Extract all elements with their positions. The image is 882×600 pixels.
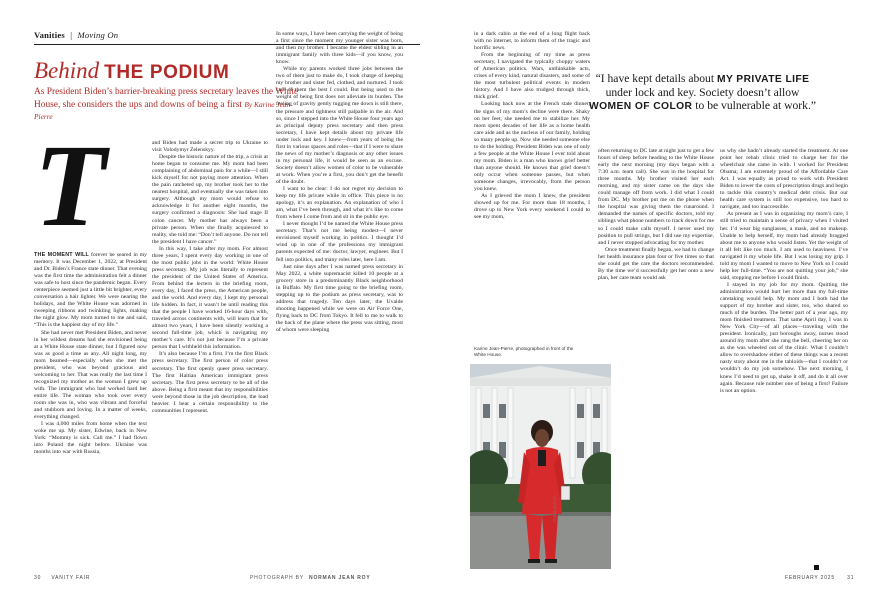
body-column-5 — [598, 148, 714, 358]
headline-part2: THE PODIUM — [104, 62, 230, 83]
section-header — [34, 30, 118, 40]
col4-p3: Looking back now at the French state dinner, the signs of my mom’s decline were there. Shaky on her feet, she needed me to stabilize her. My mom spent decades of her life as a home health care aide and as the nucleus of our family, holding so many people up. Now she needed someone else to do the holding. President Biden was one of only a few people at the White House I ever told about my mom. Biden is a man who knows grief better than anyone should. He knows that grief doesn’t only occur when someone passes, but when someone changes, irrevocably, from the person you knew. — [474, 101, 590, 193]
drop-cap: T — [34, 120, 107, 251]
footer-left — [34, 575, 90, 581]
photo-caption: Karine Jean-Pierre, photographed in front of the White House. — [474, 346, 574, 357]
body-column-6 — [720, 148, 848, 570]
section-separator: | — [70, 30, 73, 40]
byline: By Karine Jean-Pierre — [34, 99, 293, 122]
col4-p4: As I grieved the mom I knew, the president showed up for me. For more than 18 months, I drove up to New York every weekend I could to see my mom, — [474, 193, 590, 221]
section-department: Moving On — [77, 30, 119, 40]
pullquote-emphasis-2: WOMEN OF COLOR — [588, 101, 693, 113]
footer-right — [785, 575, 854, 581]
page-number-left: 30 — [34, 575, 42, 581]
col3-p4: I never thought I’d be named the White House press secretary. That’s not me being modest—I never envisioned myself working in politics. I thought I’d wind up in one of the professions my immigrant parents expected of me: doctor, lawyer, engineer. But I fell into politics, and many roles later, here I am. — [276, 221, 403, 263]
credit-name: NORMAN JEAN ROY — [309, 575, 371, 581]
body-column-4 — [474, 31, 590, 341]
deck — [34, 87, 304, 124]
col2-p4: It’s also because I’m a first. I’m the first Black press secretary. The first person of color press secretary. The first openly queer press secretary. The first Haitian American immigrant press secretary. The first press secretary to be all of the above. Being a first meant that my responsibilities were beyond those in the job description, the load heavier. I bear a certain responsibility to the communities I represent. — [152, 351, 268, 414]
photo-white-house — [470, 364, 611, 569]
col6-p1: us why she hadn’t already started the treatment. At one point her rehab clinic tried to charge her for the wheelchair she came in with. I worked for President Obama; I am extremely proud of the Affordable Care Act. I was equally as proud to work with President Biden to lower the costs of prescription drugs and begin to tackle this country’s medical debt crisis. But our health care system is still too expensive, too hard to navigate, and too inaccessible. — [720, 148, 848, 211]
col2-p3: In this way, I take after my mom. For almost three years, I spent every day working in one of the most public jobs in the world: White House press secretary. My job was literally to represent the president of the United States of America. From behind the lectern in the briefing room, every day, I faced the press, the American people, and the world. And every day, I kept my personal life hidden. In fact, it wasn’t be until reading this that the people I have worked 16-hour days with, traveled across continents with, will learn that for almost two years, I have been silently working a second full-time job, which is navigating my mother’s care. It’s not just because I’m a private person that I withheld this information. — [152, 245, 268, 351]
end-mark — [814, 565, 819, 570]
footer-credit — [250, 575, 371, 581]
col1-p2: She had never met President Biden, and never in her wildest dreams had she envisioned being at a White House state dinner, but I figured now was as good a time as any. All night long, my mom beamed—especially when she met the president, who was beyond gracious and welcoming to her. That was really the last time I recognized my mother as the woman I grew up with. The immigrant who had worked hard her entire life. The woman who took over every room she was in, who was vibrant and forceful and stubborn and loving. In a matter of weeks, everything changed. — [34, 329, 147, 421]
col6-p3: I stayed in my job for my mom. Quitting the administration would hurt her more than my full-time caretaking would help. My mom and I both had the support of my brother and sister, too, who shared so much of the burden. The better part of a year ago, my mom finished treatment. That same April day, I was in New York City—of all places—traveling with the president. Ironically, just boroughs away, nurses stood around my mom after she rang the bell, cheering her on as she was wheeled out of the clinic. What I couldn’t allow to overshadow either of these things was a recent nasty story about me in the tabloids—that I couldn’t or wouldn’t do my job somehow. The next morning, I knew I’d need to get up, shake it off, and do it all over again. Because rule number one of being a first? Failure is not an option. — [720, 281, 848, 394]
pullquote-open: “I have kept details about — [595, 72, 715, 85]
body-column-2 — [152, 140, 268, 570]
col3-p1: In some ways, I have been carrying the weight of being a first since the moment my younger sister was born, and then my brother. I became the eldest sibling in an immigrant family with three kids—if you know, you know. — [276, 31, 403, 66]
photo-illustration — [470, 364, 611, 569]
side-credit: TOWEL AND DO — [553, 495, 557, 522]
headline — [34, 58, 229, 84]
col1-p3: I was 4,000 miles from home when the text woke me up. My sister, Edwine, back in New York: “Mommy is sick. Call me.” I had flown into Poland the night before. Ukraine was months into war with Russia, — [34, 421, 147, 456]
col3-p3: I want to be clear: I do not regret my decision to keep my life private while in office. This piece is no apology, it’s an explanation. An explanation of who I am, what I’ve been through, and what it’s like to come from where I come from and sit in the public eye. — [276, 186, 403, 221]
magazine-name: VANITY FAIR — [51, 575, 91, 581]
col3-p5: Just nine days after I was named press secretary in May 2022, a white supremacist killed 10 people at a grocery store in a predominantly Black neighborhood in Buffalo. My first time going to the briefing room, stepping up to the podium as press secretary, was to address that tragedy. Ten days later, the Uvalde shooting happened while we were on Air Force One, flying back to DC from Tokyo. It fell to me to walk to the back of the plane where the press was sitting, most of whom were sleeping — [276, 263, 403, 333]
col4-p1: in a dark cabin at the end of a long flight back with no internet, to inform them of the tragic and horrific news. — [474, 31, 590, 52]
body-column-1 — [34, 252, 147, 570]
col1-p1: forever be seared in my memory. It was December 1, 2022, at President and Dr. Biden’s France state dinner. That evening was the first time the administration felt a dinner was safe to host since the pandemic began. Every centerpiece seemed just a little bit brighter, every conversation a hair lighter. We were nearing the holidays, and the White House was adorned in sweeping ribbons and twinkling lights, making the night glow. My mom turned to me and said, “This is the happiest day of my life.” — [34, 252, 147, 329]
body-column-3 — [276, 31, 403, 570]
col2-p1: and Biden had made a secret trip to Ukraine to visit Volodymyr Zelenskyy. — [152, 140, 268, 154]
lead-in: THE MOMENT WILL — [34, 252, 90, 258]
pullquote-mid: under lock and key. Society doesn’t allow — [605, 86, 800, 100]
col2-p2: Despite the historic nature of the trip, a crisis at home began to consume me. My mom had been complaining of abdominal pain for a while—I still kick myself for not paying more attention. When the pain ratcheted up, my brother took her to the nearest hospital, and eventually she was taken into surgery. Although my mom would refuse to acknowledge it for another eight months, the surgery confirmed a diagnosis: She had stage II colon cancer. My mother has always been a private person. When she finally acquiesced to reality, she told me: “Don’t tell anyone. Do not tell the president I have cancer.” — [152, 154, 268, 245]
col4-p2: From the beginning of my time as press secretary, I navigated the typically choppy waters of American politics. Wars, unthinkable acts, crises of every kind, natural disasters, and some of the most turbulent political events in modern history. And I have also trudged through thick, thick grief. — [474, 52, 590, 101]
pullquote-close: to be vulnerable at work.” — [692, 99, 817, 113]
section-title: Vanities — [34, 30, 65, 40]
issue-date: FEBRUARY 2025 — [785, 575, 835, 581]
deck-text: As President Biden’s barrier-breaking press secretary leaves the White House, she considers the ups and downs of being a first — [34, 87, 299, 110]
pull-quote — [585, 72, 820, 114]
col5-p2: Once treatment finally began, we had to change her health insurance plan four or five times so that she could get the care the doctors recommended. By the time we’d successfully get her onto a new plan, her care team would ask — [598, 246, 714, 281]
col6-p2: As present as I was in organizing my mom’s care, I still tried to maintain a sense of privacy when I visited her. I’d wear big sunglasses, a mask, and no makeup. Unable to help herself, my mom had already bragged about me to anyone who would listen. Yet the weight of it all felt like too much. I am used to heaviness. I’ve navigated it my whole life. But I was losing my grip. I told my mom I wanted to move to New York so I could help her full-time. “You are not quitting your job,” she said, stopping me before I could finish. — [720, 211, 848, 281]
credit-prefix: PHOTOGRAPH BY — [250, 575, 304, 581]
headline-part1: Behind — [34, 58, 100, 83]
col5-p1: often returning to DC late at night just to get a few hours of sleep before heading to the White House early the next morning (my days began with a 7:30 a.m. team call). She was in the hospital for three months. My brother visited her each morning, and my sister came on the days she could manage off from work. I did what I could from DC. My brother put me on the phone when the hospital was giving them the runaround. I demanded the names of specific doctors, told my siblings what phone numbers to track down for me so I could make calls myself. I never used my position to pull strings, but I did use my expertise, and I never stopped advocating for my mother. — [598, 148, 714, 246]
pullquote-emphasis-1: MY PRIVATE LIFE — [716, 74, 810, 85]
page-number-right: 31 — [847, 575, 855, 581]
col3-p2: While my parents worked three jobs between the two of them just to make do, I took charge of keeping my brother and sister fed, clothed, and nurtured. I took care of them the best I could. But being used to the weight of being first does not alleviate its burden. The feeling of gravity gently tugging me down is still there, the pressure and tightness still palpable in the air. And so, since I stepped into the White House four years ago as principal deputy press secretary and then press secretary, I have kept details about my private life under lock and key. I knew—from years of being the first in various spaces and roles—that if I were to share the news of my mother’s diagnosis or any other issues in my personal life, it would be seen as an excuse. Society doesn’t allow women of color to be vulnerable at work. When you’re a first, you don’t get the benefit of the doubt. — [276, 66, 403, 185]
